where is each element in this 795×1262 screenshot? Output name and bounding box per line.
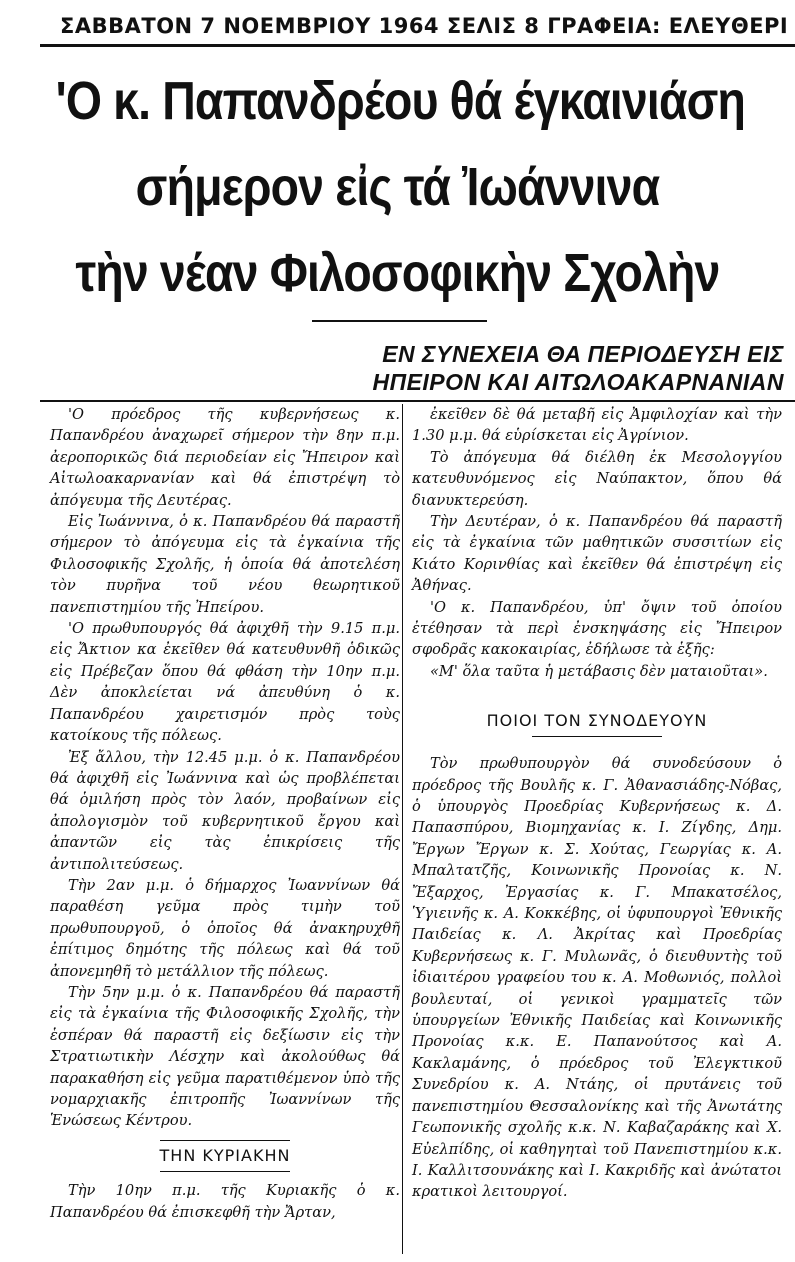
paragraph: Τὸν πρωθυπουργὸν θά συνοδεύσουν ὁ πρόεδρος τῆς Βουλῆς κ. Γ. Ἀθανασιάδης-Νόβας, ὁ ὑπουργὸς Προεδρίας Κυβερνήσεως κ. Δ. Παπασπύρου, Βιομηχανίας κ. Ι. Ζίγδης, Δημ. Ἔργων Ἔργων κ. Σ. Χούτας, Γεωργίας κ. Α. Μπαλτατζῆς, Κοινωνικῆς Προνοίας κ. Ν. Ἔξαρχος, Ἐργασίας κ. Γ. Μπακατσέλος, Ὑγιεινῆς κ. Α. Κοκκέβης, οἱ ὑφυπουργοὶ Ἐθνικῆς Παιδείας κ. Λ. Ἀκρίτας καὶ Προεδρίας Κυβερνήσεως κ. Γ. Μυλωνᾶς, ὁ διευθυντὴς τοῦ ἰδιαιτέρου γραφείου του κ. Α. Μοθωνιός, πολλοὶ βουλευταί, οἱ γενικοὶ γραμματεῖς τῶν ὑπουργείων Ἐθνικῆς Παιδείας καὶ Κοινωνικῆς Προνοίας κ.κ. Ε. Παπανούτσος καὶ Α. Κακλαμάνης, ὁ πρόεδρος τοῦ Ἐλεγκτικοῦ Συνεδρίου κ. Α. Ντάης, οἱ πρυτάνεις τοῦ πανεπιστημίου Θεσσαλονίκης καὶ τῆς Ἀνωτάτης Γεωπονικῆς σχολῆς κ.κ. Ν. Καβαζαράκης καὶ Χ. Εὐελπίδης, οἱ καθηγηταὶ τοῦ Πανεπιστημίου κ.κ. Ι. Καλλιτσουνάκης καὶ Ι. Κακριδῆς καὶ ἀνώτατοι κρατικοὶ λειτουργοί. <box>412 755 782 1201</box>
section-rule <box>160 1171 290 1173</box>
section-rule <box>532 736 662 738</box>
paragraph: 'Ο πρωθυπουργός θά ἀφιχθῆ τὴν 9.15 π.μ. εἰς Ἄκτιον κα ἐκεῖθεν θά κατευθυνθῆ ὁδικῶς εἰς Πρέβεζαν ὅπου θά φθάση τὴν 10ην π.μ. Δὲν ἀποκλείεται νά ἀπευθύνη ὁ κ. Παπανδρέου χαιρετισμόν πρὸς τοὺς κατοίκους τῆς πόλεως. <box>50 620 400 745</box>
paragraph: «Μ' ὅλα ταῦτα ἡ μετάβασις δὲν ματαιοῦται». <box>430 662 768 680</box>
paragraph: 'Ο κ. Παπανδρέου, ὑπ' ὄψιν τοῦ ὁποίου ἐτέθησαν τὰ περὶ ἐνσκηψάσης εἰς Ἤπειρον σφοδρᾶς κακοκαιρίας, ἐδήλωσε τὰ ἑξῆς: <box>412 598 782 659</box>
subheadline <box>300 340 784 396</box>
masthead: ΣΑΒΒΑΤΟΝ 7 ΝΟΕΜΒΡΙΟΥ 1964 ΣΕΛΙΣ 8 ΓΡΑΦΕΙΑ: ΕΛΕΥΘΕΡΙ <box>60 14 789 38</box>
paragraph: Ἐξ ἄλλου, τὴν 12.45 μ.μ. ὁ κ. Παπανδρέου θά ἀφιχθῆ εἰς Ἰωάννινα καὶ ὡς προβλέπεται θά ὁμιλήση πρὸς τὸν λαόν, προβαίνων εἰς ἀπολογισμὸν τοῦ κυβερνητικοῦ ἔργου καὶ ἀπαντῶν εἰς τὰς ἐπικρίσεις τῆς ἀντιπολιτεύσεως. <box>50 748 400 873</box>
left-column <box>50 404 400 1223</box>
subheadline-line-2: ΗΠΕΙΡΟΝ ΚΑΙ ΑΙΤΩΛΟΑΚΑΡΝΑΝΙΑΝ <box>372 369 784 395</box>
paragraph: Τὸ ἀπόγευμα θά διέλθη ἐκ Μεσολογγίου κατευθυνόμενος εἰς Ναύπακτον, ὅπου θά διανυκτερεύση. <box>412 448 782 509</box>
headline-line-1: 'Ο κ. Παπανδρέου θά έγκαινιάση <box>55 71 746 131</box>
section-title: ΤΗΝ ΚΥΡΙΑΚΗΝ <box>159 1146 291 1166</box>
right-column <box>412 404 782 1203</box>
paragraph: 'Ο πρόεδρος τῆς κυβερνήσεως κ. Παπανδρέου ἀναχωρεῖ σήμερον τὴν 8ην π.μ. ἀεροπορικῶς διά περιοδείαν εἰς Ἤπειρον καὶ Αἰτωλοακαρνανίαν καὶ θά ἐπιστρέψη τὸ ἀπόγευμα τῆς Δευτέρας. <box>50 406 400 509</box>
paragraph: Τὴν Δευτέραν, ὁ κ. Παπανδρέου θά παραστῆ εἰς τὰ ἐγκαίνια τῶν μαθητικῶν συσσιτίων εἰς Κιάτο Κορινθίας καὶ ἐκεῖθεν θά ἐπιστρέψη εἰς Ἀθήνας. <box>412 513 782 595</box>
paragraph: ἐκεῖθεν δὲ θά μεταβῆ εἰς Ἀμφιλοχίαν καὶ τὴν 1.30 μ.μ. θά εὑρίσκεται εἰς Ἀγρίνιον. <box>412 406 782 445</box>
headline-line-2: σήμερον εἰς τά Ἰωάννινα <box>135 157 660 217</box>
section-title: ΠΟΙΟΙ ΤΟΝ ΣΥΝΟΔΕΥΟΥΝ <box>486 711 708 731</box>
headline-separator <box>312 320 487 322</box>
article-rule <box>40 400 795 402</box>
headline <box>0 58 795 316</box>
section-heading-sunday <box>50 1140 400 1172</box>
subheadline-line-1: ΕΝ ΣΥΝΕΧΕΙΑ ΘΑ ΠΕΡΙΟΔΕΥΣΗ ΕΙΣ <box>382 341 784 367</box>
paragraph: Τὴν 5ην μ.μ. ὁ κ. Παπανδρέου θά παραστῆ εἰς τὰ ἐγκαίνια τῆς Φιλοσοφικῆς Σχολῆς, τὴν ἑσπέραν θά παραστῆ εἰς δεξίωσιν εἰς τὴν Στρατιωτικὴν Λέσχην καὶ ἀκολούθως θά παρακαθήση εἰς γεῦμα παρατιθέμενον ὑπὸ τῆς νομαρχιακῆς ἐπιτροπῆς Ἰωαννίνων τῆς Ἑνώσεως Κέντρου. <box>50 983 400 1130</box>
paragraph: Τὴν 2αν μ.μ. ὁ δήμαρχος Ἰωαννίνων θά παραθέση γεῦμα πρὸς τιμὴν τοῦ πρωθυπουργοῦ, ὁ ὁποῖος θά ἀνακηρυχθῆ ἐπίτιμος δημότης τῆς πόλεως καὶ θά τοῦ ἀπονεμηθῆ τὸ μετάλλιον τῆς πόλεως. <box>50 876 400 980</box>
paragraph: Εἰς Ἰωάννινα, ὁ κ. Παπανδρέου θά παραστῆ σήμερον τὸ ἀπόγευμα εἰς τὰ ἐγκαίνια τῆς Φιλοσοφικῆς Σχολῆς, ἡ ὁποία θά ἀποτελέση τὸν πυρῆνα τοῦ νέου θεωρητικοῦ πανεπιστημίου τῆς Ἠπείρου. <box>50 513 400 616</box>
section-heading-companions <box>412 710 782 737</box>
section-rule <box>160 1140 290 1142</box>
masthead-rule <box>40 44 795 47</box>
headline-line-3: τὴν νέαν Φιλοσοφικὴν Σχολὴν <box>75 243 720 303</box>
column-divider <box>402 404 403 1254</box>
paragraph: Τὴν 10ην π.μ. τῆς Κυριακῆς ὁ κ. Παπανδρέου θά ἐπισκεφθῆ τὴν Ἄρταν, <box>50 1182 400 1221</box>
